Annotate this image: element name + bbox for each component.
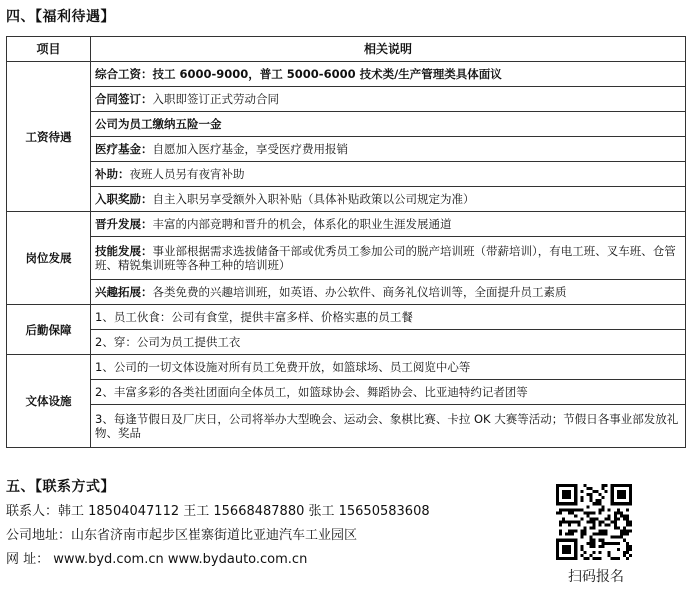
table-row: [7, 162, 686, 187]
table-row: [7, 405, 686, 448]
table-row: [7, 62, 686, 87]
description-cell: [91, 280, 686, 305]
section4-title: 四、【福利待遇】: [6, 9, 115, 25]
category-cell: 文体设施: [7, 355, 91, 448]
qr-caption: 扫码报名: [568, 569, 624, 585]
description-label: 入职奖励：: [95, 192, 153, 206]
table-row: [7, 112, 686, 137]
description-cell: [91, 212, 686, 237]
section5-title: 五、【联系方式】: [6, 479, 115, 495]
description-text: 事业部根据需求选拔储备干部或优秀员工参加公司的脱产培训班（带薪培训），有电工班、叉车班、仓管班、精锐集训班等各种工种的培训班）: [95, 244, 676, 272]
col-header-item: 项目: [7, 37, 91, 62]
table-row: [7, 280, 686, 305]
description-cell: [91, 237, 686, 280]
benefits-table: [6, 36, 686, 448]
description-text: 2、丰富多彩的各类社团面向全体员工，如篮球协会、舞蹈协会、比亚迪特约记者团等: [95, 385, 528, 399]
description-cell: [91, 305, 686, 330]
table-row: [7, 137, 686, 162]
col-header-description: 相关说明: [91, 37, 686, 62]
description-cell: [91, 87, 686, 112]
table-row: [7, 212, 686, 237]
category-cell: 岗位发展: [7, 212, 91, 305]
table-header-row: [7, 37, 686, 62]
description-text: 3、每逢节假日及厂庆日，公司将举办大型晚会、运动会、象棋比赛、卡拉 OK 大赛等活动；节假日各事业部发放礼物、奖品: [95, 412, 679, 440]
description-cell: [91, 162, 686, 187]
contact-persons: 联系人：韩工 18504047112 王工 15668487880 张工 15650583608: [6, 504, 430, 519]
description-cell: [91, 355, 686, 380]
category-cell: 后勤保障: [7, 305, 91, 355]
description-label: 合同签订：: [95, 92, 153, 106]
description-text: 自愿加入医疗基金，享受医疗费用报销: [152, 142, 348, 156]
description-cell: [91, 137, 686, 162]
category-cell: 工资待遇: [7, 62, 91, 212]
description-text: 2、穿：公司为员工提供工衣: [95, 335, 241, 349]
description-label: 晋升发展：: [95, 217, 153, 231]
description-label: 兴趣拓展：: [95, 285, 153, 299]
description-cell: [91, 405, 686, 448]
description-label: 补助：: [95, 167, 130, 181]
table-row: [7, 380, 686, 405]
description-text: 入职即签订正式劳动合同: [152, 92, 279, 106]
description-text: 丰富的内部竞聘和晋升的机会，体系化的职业生涯发展通道: [152, 217, 452, 231]
description-cell: [91, 380, 686, 405]
description-text: 1、员工伙食：公司有食堂，提供丰富多样、价格实惠的员工餐: [95, 310, 413, 324]
description-text: 各类免费的兴趣培训班，如英语、办公软件、商务礼仪培训等，全面提升员工素质: [152, 285, 567, 299]
table-row: [7, 305, 686, 330]
table-row: [7, 355, 686, 380]
description-cell: [91, 330, 686, 355]
table-row: [7, 237, 686, 280]
description-cell: [91, 112, 686, 137]
website-line: 网 址： www.byd.com.cn www.bydauto.com.cn: [6, 552, 308, 567]
description-label: 医疗基金：: [95, 142, 153, 156]
company-address: 公司地址：山东省济南市起步区崔寨街道比亚迪汽车工业园区: [6, 528, 358, 543]
description-text: 公司为员工缴纳五险一金: [95, 117, 222, 131]
description-label: 技能发展：: [95, 244, 153, 258]
qr-code-icon[interactable]: [556, 484, 632, 560]
description-text: 夜班人员另有夜宵补助: [129, 167, 245, 181]
description-cell: [91, 187, 686, 212]
description-text: 1、公司的一切文体设施对所有员工免费开放，如篮球场、员工阅览中心等: [95, 360, 471, 374]
description-text: 综合工资：技工 6000-9000，普工 5000-6000 技术类/生产管理类具体面议: [95, 67, 502, 81]
description-text: 自主入职另享受额外入职补贴（具体补贴政策以公司规定为准）: [152, 192, 475, 206]
description-cell: [91, 62, 686, 87]
table-row: [7, 87, 686, 112]
table-row: [7, 330, 686, 355]
table-row: [7, 187, 686, 212]
